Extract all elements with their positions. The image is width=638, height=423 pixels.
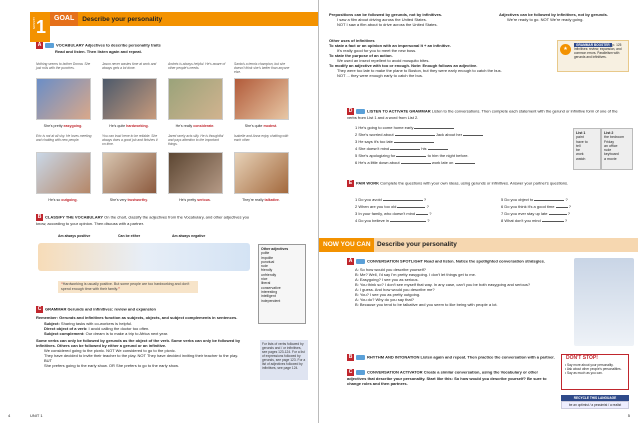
pair-instruction: Complete the questions with your own ideas, using gerunds or infinitives. Answer your partner's questions. xyxy=(380,180,569,186)
section-letter: A xyxy=(37,42,42,48)
column-heading: Am always positive xyxy=(58,234,91,238)
booster-items: Infinitives: review, expansion, and common errors. Parallelism with gerunds and infinitives. xyxy=(574,47,622,59)
person-label: She's quite modest. xyxy=(244,124,278,128)
grammar-note: Some verbs can only be followed by gerunds as the object of the verb. Some verbs can only be followed by infinitives. Others can be followed by either a gerund or an infinitive. xyxy=(36,338,241,348)
listen-item: 5 She's apologizing for to him the night before. xyxy=(355,153,469,158)
pair-question: 6 Do you think it's a good time ? xyxy=(501,204,571,209)
photo-donna xyxy=(36,78,91,120)
spotlight-instruction: Read and listen. Notice the spotlighted conversation strategies. xyxy=(424,258,545,264)
audio-icon[interactable] xyxy=(45,43,54,48)
classify-header xyxy=(36,214,256,226)
photo-jason xyxy=(102,78,157,120)
lesson-tab xyxy=(30,12,50,42)
person-caption: Isabelle and Anna enjoy chatting with each other. xyxy=(234,134,289,142)
goal-text: Describe your personality xyxy=(82,15,163,23)
list-word: watch xyxy=(576,156,586,161)
person-caption: Eric is not at all shy. He loves meeting and chatting with new people. xyxy=(36,134,92,142)
rule-heading: Adjectives can be followed by infinitives, not by gerunds. xyxy=(499,12,608,17)
column-heading: Can be either xyxy=(118,234,141,238)
list-word: be xyxy=(576,148,580,153)
rhythm-instruction: Listen again and repeat. Then practice the conversation with a partner. xyxy=(420,354,555,360)
use-rule: To state the purpose of an action. xyxy=(329,53,393,58)
star-icon: ★ xyxy=(560,44,571,55)
audio-icon[interactable] xyxy=(356,370,365,375)
photo-santa xyxy=(234,78,289,120)
rhythm-title: RHYTHM AND INTONATION xyxy=(367,354,420,360)
classify-instruction: On the chart, classify the adjectives from the Vocabulary, and other adjectives you know, according to your opinion. Then discuss with a partner. xyxy=(36,214,250,226)
grammar-booster[interactable] xyxy=(557,40,629,72)
listen-item: 1 He's going to come home early xyxy=(355,124,555,131)
grammar-line: Subject complement: Our dream is to make a trip to Africa next year. xyxy=(44,331,169,336)
listen-item: 4 She doesn't mind his xyxy=(355,145,555,152)
unit-label: UNIT 1 xyxy=(30,413,43,418)
dont-stop-item: • Say more about your personality. xyxy=(565,363,614,367)
dont-stop-item: • Say as much as you can. xyxy=(565,371,603,375)
pair-questions-right xyxy=(501,196,631,224)
rule-heading: Prepositions can be followed by gerunds, not by infinitives. xyxy=(329,12,443,17)
pair-questions-left xyxy=(355,196,485,224)
photo-andres xyxy=(168,78,223,120)
grammar-line: Subject: Sharing tasks with co-workers is helpful. xyxy=(44,321,133,326)
lesson-word: LESSON xyxy=(32,17,36,30)
use-example: We used an insect repellent to avoid mosquito bites. xyxy=(337,58,430,63)
listen-item: 3 He says it's too late xyxy=(355,138,555,145)
grammar-section xyxy=(36,306,256,368)
person-label: He's quite hardworking. xyxy=(109,124,149,128)
list-title: List 1 xyxy=(576,131,586,135)
pair-title: PAIR WORK xyxy=(356,180,380,186)
audio-icon[interactable] xyxy=(356,355,365,360)
conversation-line: B: You? I see you as pretty outgoing. xyxy=(355,292,421,297)
list-word: have to xyxy=(576,139,588,144)
list-title: List 2 xyxy=(604,131,614,135)
adjective: intelligent xyxy=(261,294,276,299)
recycle-words: be an optimist / a pessimist / a realist xyxy=(561,401,629,409)
listen-items xyxy=(355,124,555,166)
person-caption: Andrés is always helpful. He's aware of other people's needs. xyxy=(168,62,226,70)
person-label: He's so outgoing. xyxy=(48,198,78,202)
adjective: punctual xyxy=(261,259,275,264)
adjective: impolite xyxy=(261,255,274,260)
activator-section xyxy=(347,369,557,386)
use-rule: To modify an adjective with too or enough. Note: Enough follows an adjective. xyxy=(329,63,478,68)
use-example: NOT ... they were enough early to catch the bus. xyxy=(337,73,423,78)
listen-instruction: Listen to the conversations. Then complete each statement with the gerund or infinitive form of one of the verbs from List 1 and a word from List 2. xyxy=(347,108,618,120)
quote-text: Hardworking is usually positive. But some people are too hardworking and don't spend enough time with their family. xyxy=(61,282,190,291)
audio-icon[interactable] xyxy=(356,259,365,264)
list-word: an office xyxy=(604,143,618,148)
section-letter: A xyxy=(348,258,353,264)
other-adjectives-box xyxy=(258,244,306,324)
use-rule: To state a fact or an opinion with an impersonal It + an infinitive. xyxy=(329,43,451,48)
grammar-title: GRAMMAR Gerunds and infinitives: review and expansion xyxy=(45,306,156,312)
person-label: He's pretty serious. xyxy=(179,198,211,202)
rule-example: I saw a film about driving across the United States. xyxy=(337,17,427,22)
pair-question: 1 Do you avoid ? xyxy=(355,197,427,202)
grammar-but: BUT xyxy=(44,358,52,363)
listen-item: 2 She's worried about Jack about her xyxy=(355,131,555,138)
list-word: paint xyxy=(576,135,584,140)
right-page xyxy=(319,0,638,423)
person-label: He's really considerate. xyxy=(175,124,215,128)
photo-irene xyxy=(102,152,157,194)
reference-note: For lists of verbs followed by gerunds and / or infinitives, see pages 123-124. For a list of expressions followed by gerunds, see page 123. For a list of adjectives followed by infinitives, see page 124. xyxy=(260,340,308,380)
conversation-line: A: You do? Why do you say that? xyxy=(355,297,414,302)
adjective: nice xyxy=(261,277,268,282)
other-uses-heading: Other uses of infinitives xyxy=(329,38,375,43)
conversation-line: A: I guess. And how would you describe me? xyxy=(355,287,435,292)
adjective: conservative xyxy=(261,285,281,290)
grammar-line: Direct object of a verb: I avoid calling the doctor too often. xyxy=(44,326,150,331)
vocab-instruction: Read and listen. Then listen again and repeat. xyxy=(55,49,142,54)
listen-header xyxy=(347,108,627,120)
rule-example: NOT I saw a film about to drive across the United States. xyxy=(337,22,438,27)
spotlight-title: CONVERSATION SPOTLIGHT xyxy=(367,258,423,264)
list-word: tell xyxy=(576,143,581,148)
activator-instruction: Create a similar conversation, using the Vocabulary or other adjectives that describe your personality. Start like this: So how would you describe yourself? Be sure to change roles and then partners. xyxy=(347,369,547,386)
grammar-example: We considered going to the picnic. NOT We considered to go to the picnic. xyxy=(44,348,176,353)
grammar-example: They have decided to invite their teacher to the play. NOT They have decided inviting their teacher to the play. xyxy=(44,353,239,358)
pair-header xyxy=(347,180,627,187)
rhythm-section xyxy=(347,354,557,361)
now-you-can-subtitle: Describe your personality xyxy=(377,241,457,248)
pair-question: 7 Do you ever stay up late ? xyxy=(501,211,570,216)
photo-eric xyxy=(36,152,91,194)
use-example: It's really good for you to meet the new boss. xyxy=(337,48,417,53)
activator-title: CONVERSATION ACTIVATOR xyxy=(367,369,423,375)
section-letter: C xyxy=(348,369,353,375)
adjective: rude xyxy=(261,264,269,269)
person-caption: You can trust Irene to be reliable. She always does a good job and finishes it on time. xyxy=(102,134,158,146)
adjective: interesting xyxy=(261,289,278,294)
conversation-line: B: Me? Well, I'd say I'm pretty easygoing. I don't let things get to me. xyxy=(355,272,476,277)
adjective: friendly xyxy=(261,268,273,273)
example-quote: “Hardworking is usually positive. But some people are too hardworking and don't spend enough time with their family.” xyxy=(58,281,198,293)
adjective: polite xyxy=(261,251,270,256)
rule-example: We're ready to go. NOT We're ready going. xyxy=(507,17,584,22)
pair-question: 5 Do you object to ? xyxy=(501,197,568,202)
section-letter: B xyxy=(348,354,353,360)
person-label: She's pretty easygoing. xyxy=(43,124,83,128)
adjective: independent xyxy=(261,298,281,303)
person-label: They're really talkative. xyxy=(242,198,280,202)
list-word: Friday xyxy=(604,139,614,144)
column-heading: Am always negative xyxy=(172,234,206,238)
pair-question: 8 What don't you mind ? xyxy=(501,218,568,223)
classify-title: CLASSIFY THE VOCABULARY xyxy=(45,214,104,220)
pair-question: 4 Do you believe in ? xyxy=(355,218,430,223)
dont-stop-box xyxy=(561,354,629,390)
list-2 xyxy=(601,128,633,170)
conversation-line: B: You think so? I don't see myself that way. In any case, can't you be both easygoing and serious? xyxy=(355,282,531,287)
person-label: She's very trustworthy. xyxy=(109,198,149,202)
pair-question: 3 In your family, who doesn't mind ? xyxy=(355,211,432,216)
vocab-title: VOCABULARY Adjectives to describe personality traits xyxy=(56,42,161,48)
photo-man-in-suit xyxy=(574,258,634,346)
pair-question: 2 When are you too old ? xyxy=(355,204,429,209)
listen-title: LISTEN TO ACTIVATE GRAMMAR xyxy=(367,108,431,114)
other-uses xyxy=(329,38,554,78)
audio-icon[interactable] xyxy=(356,109,365,114)
classify-chart[interactable] xyxy=(38,243,250,271)
section-letter: C xyxy=(37,306,42,312)
dont-stop-item: • Ask about other people's personalities. xyxy=(565,367,622,371)
page-number: 5 xyxy=(627,413,630,418)
other-adjectives-heading: Other adjectives xyxy=(261,247,289,251)
conversation-line: A: Easygoing? I see you as serious. xyxy=(355,277,419,282)
adjective: unfriendly xyxy=(261,272,277,277)
conversation-spotlight xyxy=(347,258,569,307)
section-letter: B xyxy=(37,214,42,220)
section-letter: D xyxy=(348,108,353,114)
recycle-box xyxy=(561,395,629,409)
grammar-example: She prefers going to the early show. OR She prefers to go to the early show. xyxy=(44,363,179,368)
list-1 xyxy=(573,128,601,170)
person-caption: Jared rarely acts silly. He is thoughtful and pays attention to the important things. xyxy=(168,134,224,146)
booster-title: GRAMMAR BOOSTER xyxy=(576,43,610,47)
page-number: 4 xyxy=(8,413,11,418)
list-word: the bedroom xyxy=(604,135,625,140)
use-example: They were too late to make the plane to Boston, but they were early enough to catch the bus. xyxy=(337,68,502,73)
lesson-number: 1 xyxy=(36,17,47,37)
section-letter: E xyxy=(348,180,353,186)
person-caption: Jason never wastes time at work and always gets a lot done. xyxy=(102,62,157,70)
grammar-remember: Remember: Gerunds and infinitives function as subjects, objects, and subject complements in sentences. xyxy=(36,315,238,320)
now-you-can-title: NOW YOU CAN xyxy=(319,238,374,252)
listen-item: 6 He's a little down about work late on xyxy=(355,159,555,166)
adjectives-rule xyxy=(499,12,629,22)
list-word: rude xyxy=(604,148,612,153)
adjective: liberal xyxy=(261,281,271,286)
photo-isabelle-anna xyxy=(234,152,289,194)
person-caption: Santa's a tennis champion, but she doesn't think she's better than anyone else. xyxy=(234,62,290,74)
recycle-title: RECYCLE THIS LANGUAGE xyxy=(561,395,629,401)
goal-bar xyxy=(50,12,319,26)
list-word: a movie xyxy=(604,156,617,161)
goal-label: GOAL xyxy=(50,12,78,26)
conversation-line: A: So how would you describe yourself? xyxy=(355,267,426,272)
dont-stop-title: DON'T STOP! xyxy=(566,355,598,361)
photo-jared xyxy=(168,152,223,194)
list-word: keyboard xyxy=(604,152,619,157)
booster-page: p. 125 xyxy=(612,43,622,47)
vocab-header xyxy=(36,42,296,54)
person-caption: Nothing seems to bother Donna. She just rolls with the punches. xyxy=(36,62,91,70)
list-word: work xyxy=(576,152,584,157)
prepositions-rule xyxy=(329,12,469,27)
conversation-line: B: Because you tend to be talkative and you seem to like being with people a lot. xyxy=(355,302,498,307)
